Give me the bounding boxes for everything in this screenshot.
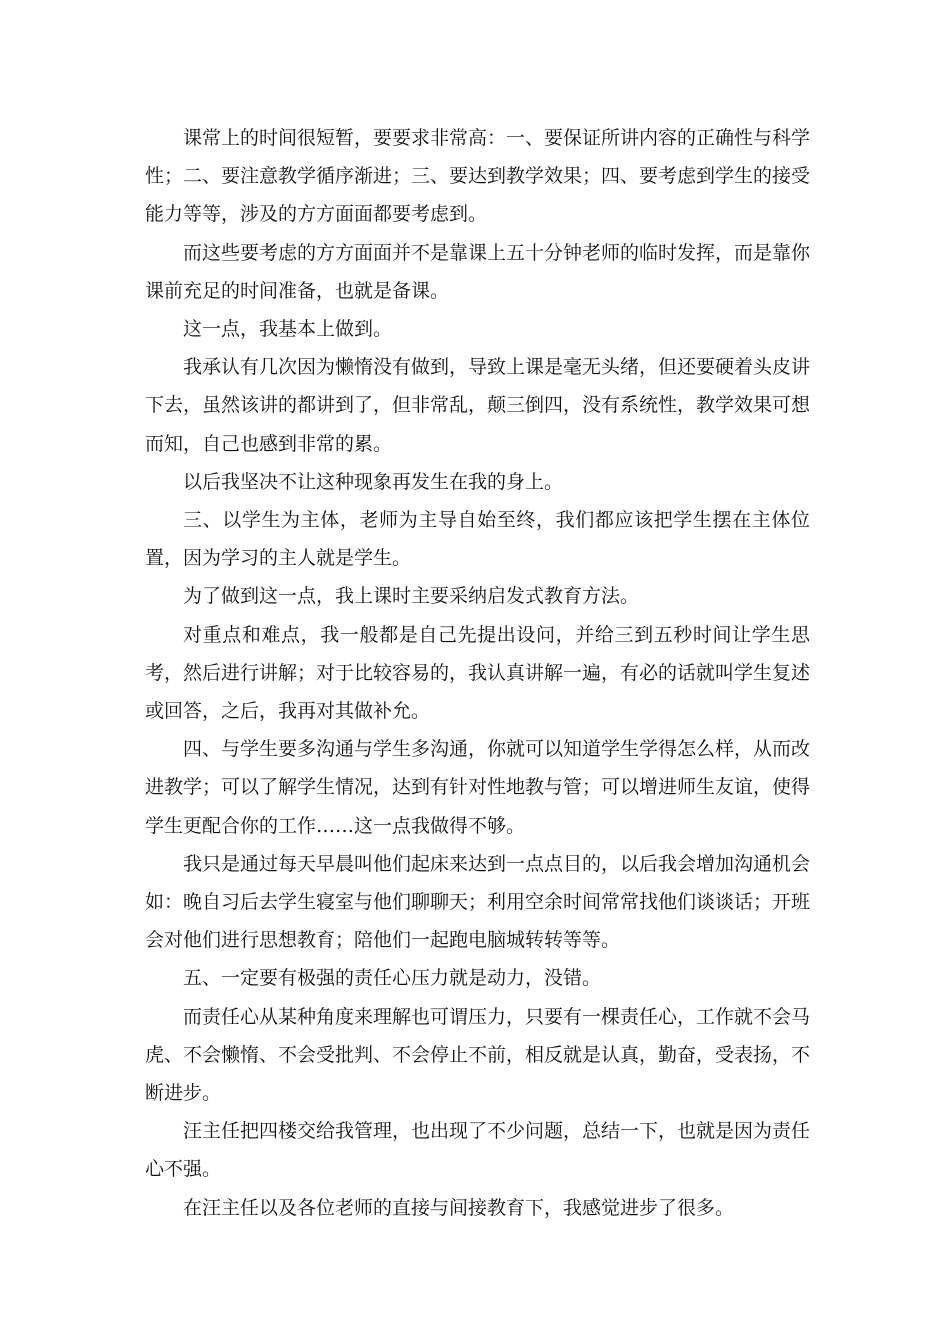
paragraph: 五、一定要有极强的责任心压力就是动力，没错。 [183,967,602,990]
paragraph: 为了做到这一点，我上课时主要采纳启发式教育方法。 [183,585,640,608]
paragraph: 三、以学生为主体，老师为主导自始至终，我们都应该把学生摆在主体位置，因为学习的主人就是学生。 [145,509,810,570]
paragraph: 课常上的时间很短暂，要要求非常高：一、要保证所讲内容的正确性与科学性；二、要注意教学循序渐进；三、要达到教学效果；四、要考虑到学生的接受能力等等，涉及的方方面面都要考虑到。 [145,127,811,226]
paragraph: 对重点和难点，我一般都是自己先提出设问，并给三到五秒时间让学生思考，然后进行讲解；对于比较容易的，我认真讲解一遍，有必的话就叫学生复述或回答，之后，我再对其做补允。 [145,623,811,723]
paragraph: 汪主任把四楼交给我管理，也出现了不少问题，总结一下，也就是因为责任心不强。 [145,1120,811,1181]
body-text [145,119,810,1227]
paragraph: 四、与学生要多沟通与学生多沟通，你就可以知道学生学得怎么样，从而改进教学；可以了解学生情况，达到有针对性地教与管；可以增进师生友谊，使得学生更配合你的工作……这一点我做得不够。 [145,738,811,837]
paragraph: 我承认有几次因为懒惰没有做到，导致上课是毫无头绪，但还要硬着头皮讲下去，虽然该讲的都讲到了，但非常乱，颠三倒四，没有系统性，教学效果可想而知，自己也感到非常的累。 [145,356,811,455]
paragraph: 这一点，我基本上做到。 [183,318,393,341]
paragraph: 而责任心从某种角度来理解也可谓压力，只要有一棵责任心，工作就不会马虎、不会懒惰、不会受批判、不会停止不前，相反就是认真，勤奋，受表扬，不断进步。 [145,1005,811,1105]
paragraph: 我只是通过每天早晨叫他们起床来达到一点点目的，以后我会增加沟通机会如：晚自习后去学生寝室与他们聊聊天；利用空余时间常常找他们谈谈话；开班会对他们进行思想教育；陪他们一起跑电脑城转转等等。 [145,852,811,952]
paragraph: 而这些要考虑的方方面面并不是靠课上五十分钟老师的临时发挥，而是靠你课前充足的时间准备，也就是备课。 [145,241,811,302]
paragraph: 以后我坚决不让这种现象再发生在我的身上。 [183,470,564,493]
paragraph: 在汪主任以及各位老师的直接与间接教育下，我感觉进步了很多。 [183,1196,735,1219]
